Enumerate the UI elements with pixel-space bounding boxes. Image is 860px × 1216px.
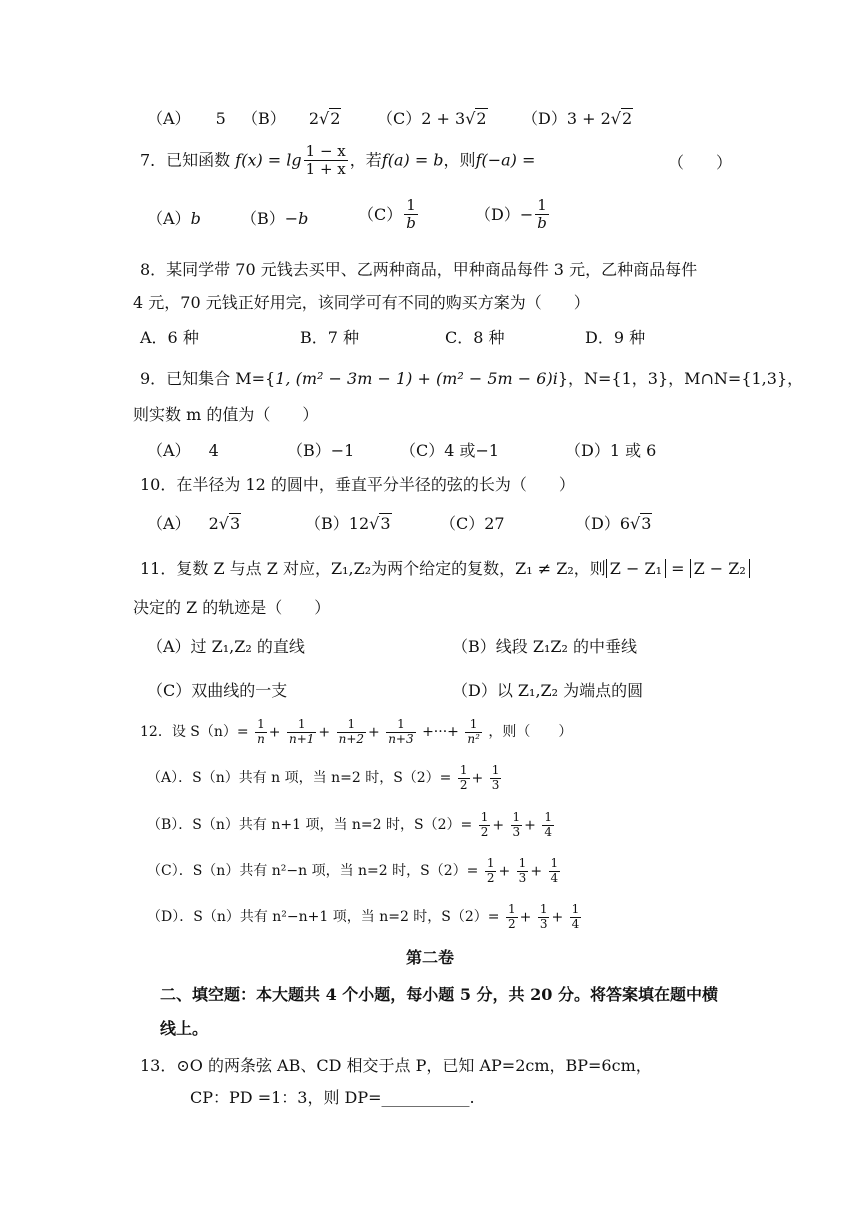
q11-stem-line2: 决定的 Z 的轨迹是（ ） [133, 598, 331, 617]
q12-a-frac1 [458, 764, 470, 793]
q8-option-a: A．6 种 [140, 328, 199, 347]
q9-option-c: （C）4 或−1 [400, 441, 500, 460]
q12-term5-den: n² [467, 731, 480, 746]
q9-option-b: （B）−1 [287, 441, 355, 460]
q12-d-frac2-num: 1 [539, 902, 548, 916]
q12-term4-num: 1 [386, 718, 415, 733]
q12-term2 [287, 718, 316, 747]
q12-c-frac3 [549, 857, 561, 886]
q11-option-b: （B）线段 Z₁Z₂ 的中垂线 [452, 637, 637, 656]
q12-b-text: （B）．S（n）共有 n+1 项，当 n=2 时，S（2）= [147, 816, 473, 833]
q12-term1 [255, 718, 267, 747]
q11-then: ，则 [573, 559, 606, 578]
q12-b-frac3-den: 4 [544, 824, 552, 839]
q10-a-sqrt: √3 [218, 514, 241, 533]
q11-option-d: （D）以 Z₁,Z₂ 为端点的圆 [452, 681, 644, 700]
q12-pre: 12．设 S（n）= [140, 723, 249, 740]
q10-stem: 10．在半径为 12 的圆中，垂直平分半径的弦的长为（ ） [140, 475, 575, 494]
q12-a-frac2 [490, 764, 502, 793]
q12-term1-num: 1 [255, 718, 267, 733]
q12-a-frac1-den: 2 [459, 777, 468, 792]
q9-option-a [147, 441, 219, 460]
q13-stem-line2: CP：PD =1：3，则 DP=___________. [190, 1088, 475, 1107]
section-heading-line1: 二、填空题：本大题共 4 个小题，每小题 5 分，共 20 分。将答案填在题中横 [160, 985, 718, 1004]
q10-a-coef: 2 [208, 514, 219, 533]
q12-term5-num: 1 [465, 718, 482, 733]
q10-option-d [575, 514, 652, 533]
q6-d-label: （D） [522, 109, 567, 128]
q12-term5 [465, 718, 482, 747]
section-title: 第二卷 [405, 948, 454, 967]
q12-b-frac1 [479, 811, 491, 840]
q12-c-frac2-num: 1 [518, 856, 527, 870]
q12-d-frac3-num: 1 [571, 902, 580, 916]
q6-c-coef: 2 + 3 [421, 109, 466, 128]
q7-question: f(−a) = [475, 150, 536, 170]
q12-stem: 12．设 S（n）= $\frac{1}{n}$ + $\frac{1}{n+1}$ + $\frac{1}{n+2}$ + $\frac{1}{n+3}$ +···+ $\frac{1}{\text{n²}}$ ，则（ ） [140, 717, 573, 746]
q6-d-radicand: 2 [621, 109, 633, 128]
q10-option-c: （C）27 [440, 514, 505, 533]
q12-d-frac1-den: 2 [507, 916, 516, 931]
q12-a-frac2-num: 1 [491, 763, 500, 777]
q6-b-label: （B） [242, 109, 286, 128]
q8-option-c: C．8 种 [445, 328, 505, 347]
q12-a-text: （A）．S（n）共有 n 项，当 n=2 时，S（2）= [147, 769, 452, 786]
q6-option-b [242, 109, 341, 128]
q9-set-elements: 1, (m² − 3m − 1) + (m² − 5m − 6)i [275, 369, 558, 388]
q7-function: f(x) = lg [235, 150, 302, 170]
q10-d-sqrt: √3 [630, 514, 652, 533]
q12-term4 [386, 718, 415, 747]
q7-d-num: 1 [535, 197, 549, 215]
q12-term3-den: n+2 [338, 731, 365, 746]
q10-b-sqrt: √3 [369, 514, 391, 533]
q12-term3 [337, 718, 366, 747]
q12-option-c: （C）．S（n）共有 n²−n 项，当 n=2 时，S（2）= $\frac{1}{2}$ + $\frac{1}{3}$ + $\frac{1}{4}$ [147, 856, 559, 885]
section-heading-line2: 线上。 [160, 1019, 209, 1038]
q12-b-frac1-num: 1 [480, 810, 489, 824]
q10-a-radicand: 3 [229, 514, 241, 533]
q11-option-c: （C）双曲线的一支 [147, 681, 288, 700]
q6-option-a [147, 109, 226, 128]
q6-a-value: 5 [215, 109, 226, 128]
q12-d-text: （D）．S（n）共有 n²−n+1 项，当 n=2 时，S（2）= [147, 908, 500, 925]
q7-c-fraction [404, 197, 418, 233]
q6-b-sqrt: √2 [319, 109, 341, 128]
q10-b-coef: 12 [348, 514, 370, 533]
q12-b-frac1-den: 2 [480, 824, 489, 839]
q12-b-frac3 [542, 811, 554, 840]
q10-d-label: （D） [575, 514, 620, 533]
q12-ellipsis: +···+ [422, 723, 459, 740]
q6-d-sqrt: √2 [610, 109, 633, 128]
q7-number: 7．已知函数 [140, 150, 231, 170]
q10-b-label: （B） [305, 514, 349, 533]
q12-a-frac1-num: 1 [459, 763, 468, 777]
q12-d-frac2 [538, 903, 550, 932]
q12-term4-den: n+3 [388, 731, 414, 746]
q12-term2-den: n+1 [288, 731, 315, 746]
q11-abs-rhs: Z − Z₂ [690, 559, 750, 578]
q6-b-radicand: 2 [330, 109, 341, 128]
q12-option-a: （A）．S（n）共有 n 项，当 n=2 时，S（2）= $\frac{1}{2}$ + $\frac{1}{3}$ [147, 763, 500, 792]
q7-condition: f(a) = b [381, 150, 444, 170]
q7-d-fraction [535, 197, 549, 233]
q11-pre: 11．复数 Z 与点 Z 对应， [140, 559, 331, 578]
q7-c-num: 1 [404, 197, 418, 215]
q9-pre: 9．已知集合 M={ [140, 369, 276, 388]
q12-b-frac2-num: 1 [512, 810, 521, 824]
q6-d-coef: 3 + 2 [566, 109, 611, 128]
q6-option-c [377, 109, 488, 128]
q10-option-a [147, 514, 241, 533]
q7-stem [140, 143, 535, 179]
q6-option-d [522, 109, 633, 128]
q11-not-equal: Z₁ ≠ Z₂ [515, 559, 574, 578]
q8-option-b: B．7 种 [300, 328, 360, 347]
q7-mid: ，若 [349, 150, 382, 170]
q12-b-frac2 [511, 811, 523, 840]
q8-stem-line2: 4 元，70 元钱正好用完，该同学可有不同的购买方案为（ ） [133, 293, 590, 312]
q9-a-label: （A） [147, 441, 191, 460]
q7-a-value: b [190, 209, 201, 228]
q7-d-sign: − [519, 205, 534, 225]
q9-stem-line1 [140, 369, 803, 388]
q12-c-frac2 [517, 857, 529, 886]
q7-option-d [475, 197, 551, 233]
q12-d-frac3 [570, 903, 582, 932]
q7-c-label: （C） [358, 205, 403, 225]
q12-term3-num: 1 [337, 718, 366, 733]
q12-term1-den: n [257, 731, 265, 746]
q12-a-frac2-den: 3 [491, 777, 500, 792]
q10-d-coef: 6 [619, 514, 631, 533]
q12-c-frac1 [485, 857, 497, 886]
q8-option-d: D．9 种 [585, 328, 646, 347]
q10-option-b [305, 514, 392, 533]
q11-equals: = [666, 559, 690, 578]
q6-b-coef: 2 [308, 109, 320, 128]
q12-c-frac2-den: 3 [518, 870, 527, 885]
q12-term2-num: 1 [287, 718, 316, 733]
q10-b-radicand: 3 [380, 514, 391, 533]
q7-b-value: −b [284, 209, 309, 228]
q7-then: ，则 [443, 150, 476, 170]
q12-d-frac1-num: 1 [507, 902, 516, 916]
q7-answer-paren: （ ） [668, 153, 733, 172]
q7-option-b [241, 209, 308, 228]
q8-stem-line1: 8．某同学带 70 元钱去买甲、乙两种商品，甲种商品每件 3 元，乙种商品每件 [140, 260, 698, 279]
q12-b-frac2-den: 3 [512, 824, 521, 839]
q7-b-label: （B） [241, 209, 285, 228]
q9-option-d: （D）1 或 6 [565, 441, 657, 460]
q12-option-b: （B）．S（n）共有 n+1 项，当 n=2 时，S（2）= $\frac{1}{2}$ + $\frac{1}{3}$ + $\frac{1}{4}$ [147, 810, 552, 839]
q9-post: }，N={1，3}，M∩N={1,3}， [557, 369, 804, 388]
q9-stem-line2: 则实数 m 的值为（ ） [133, 405, 319, 424]
q12-d-frac2-den: 3 [539, 916, 548, 931]
q11-option-a: （A）过 Z₁,Z₂ 的直线 [147, 637, 305, 656]
q9-a-value: 4 [208, 441, 219, 460]
q12-d-frac1 [506, 903, 518, 932]
q12-c-text: （C）．S（n）共有 n²−n 项，当 n=2 时，S（2）= [147, 862, 479, 879]
q11-stem-line1 [140, 559, 750, 578]
q12-post: ，则（ ） [488, 723, 573, 740]
q10-a-label: （A） [147, 514, 191, 533]
q7-option-c [358, 197, 420, 233]
q7-a-label: （A） [147, 209, 191, 228]
q11-mid: 为两个给定的复数， [371, 559, 516, 578]
q12-c-frac3-num: 1 [550, 856, 559, 870]
q12-b-frac3-num: 1 [544, 810, 552, 824]
q11-z1-z2: Z₁,Z₂ [330, 559, 372, 578]
q7-d-den: b [537, 214, 547, 233]
q6-c-label: （C） [377, 109, 422, 128]
q13-stem-line1: 13．⊙O 的两条弦 AB、CD 相交于点 P，已知 AP=2cm，BP=6cm， [140, 1056, 652, 1075]
q7-d-label: （D） [475, 205, 520, 225]
q12-c-frac3-den: 4 [550, 870, 559, 885]
q10-d-radicand: 3 [641, 514, 652, 533]
q12-d-frac3-den: 4 [571, 916, 580, 931]
q7-fraction [304, 143, 348, 179]
q11-abs-lhs: Z − Z₁ [606, 559, 666, 578]
q12-c-frac1-den: 2 [486, 870, 495, 885]
q7-frac-num: 1 − x [305, 142, 346, 160]
q6-c-sqrt: √2 [465, 109, 487, 128]
q6-c-radicand: 2 [476, 109, 487, 128]
q7-c-den: b [406, 214, 416, 233]
q12-c-frac1-num: 1 [486, 856, 495, 870]
q7-option-a [147, 209, 201, 228]
q7-frac-den: 1 + x [305, 160, 346, 179]
q12-option-d: （D）．S（n）共有 n²−n+1 项，当 n=2 时，S（2）= $\frac{1}{2}$ + $\frac{1}{3}$ + $\frac{1}{4}$ [147, 902, 580, 931]
q6-a-label: （A） [147, 109, 191, 128]
